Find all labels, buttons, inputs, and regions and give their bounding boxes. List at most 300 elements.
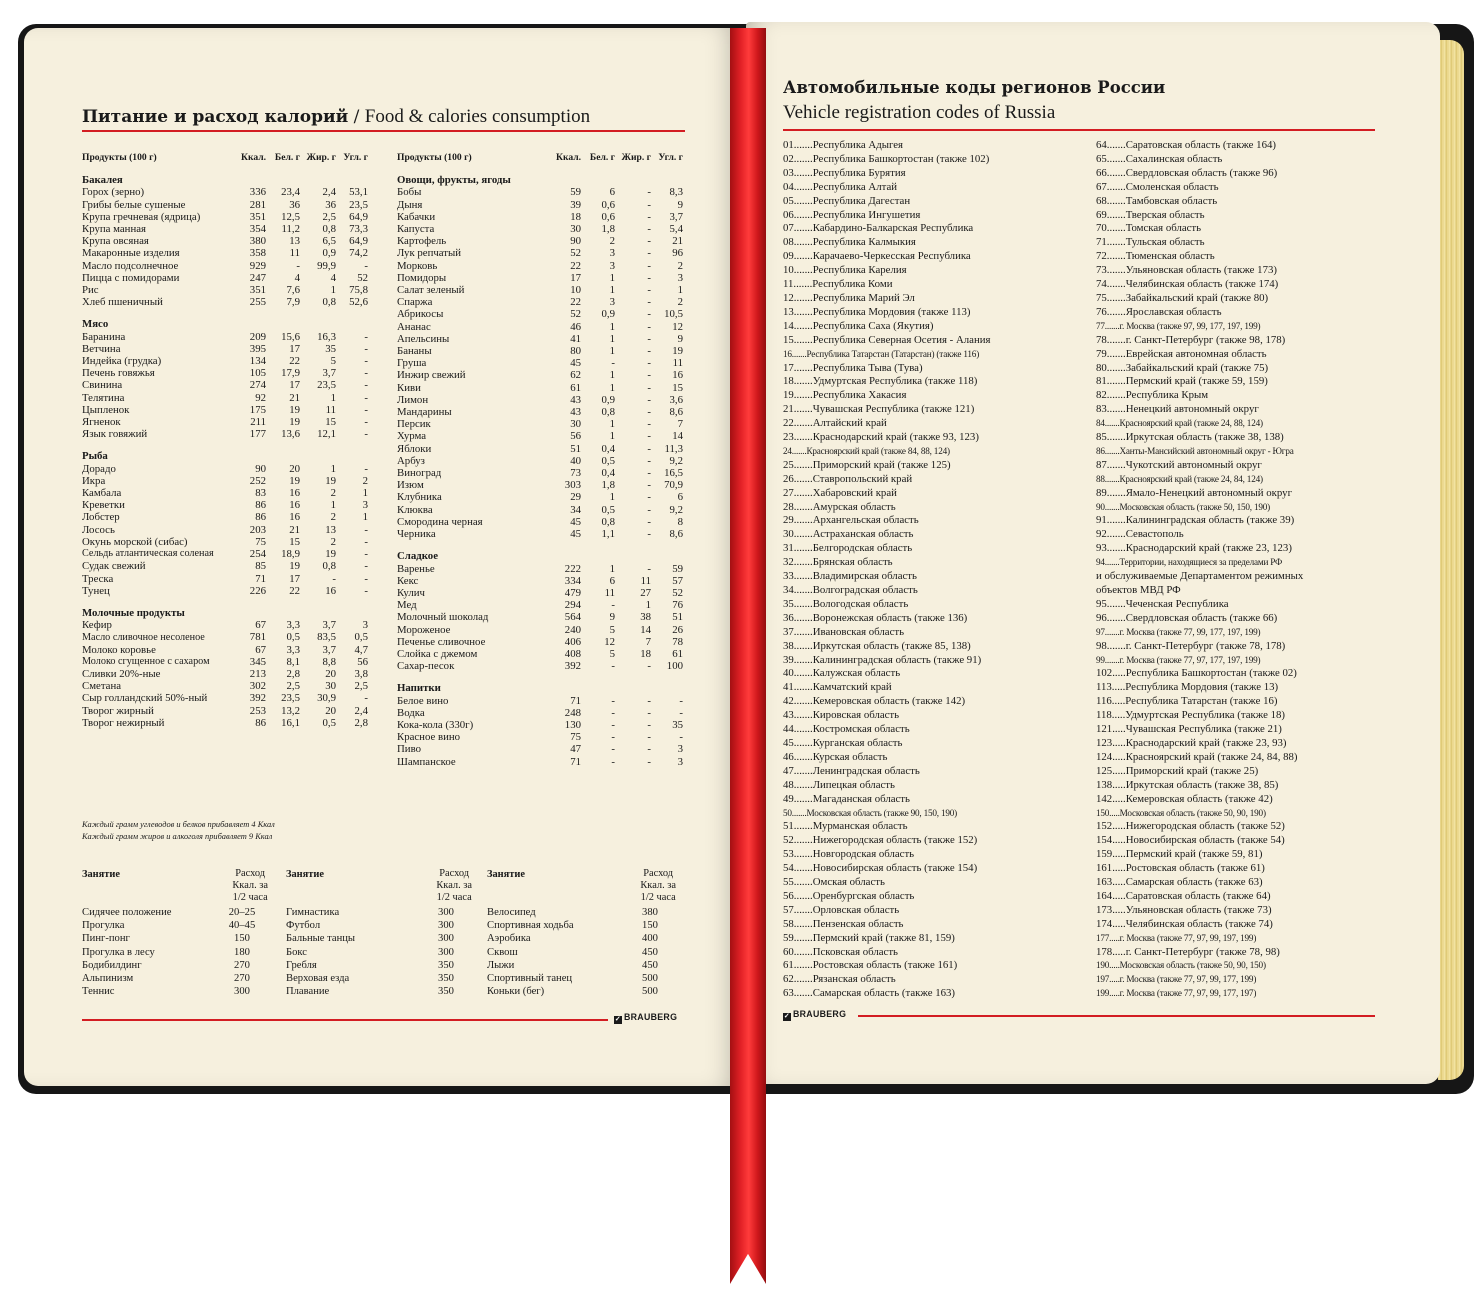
activity-kcal: 350 bbox=[438, 959, 454, 971]
nutrition-value: 2 bbox=[330, 487, 336, 500]
nutrition-value: 8,3 bbox=[669, 186, 683, 199]
nutrition-value: 1 bbox=[677, 284, 683, 297]
nutrition-value: 11,2 bbox=[281, 223, 300, 236]
nutrition-value: - bbox=[364, 416, 368, 429]
nutrition-value: 345 bbox=[249, 655, 266, 668]
nutrition-value: 83 bbox=[255, 487, 266, 500]
nutrition-value: 392 bbox=[564, 660, 581, 673]
nutrition-value: 23,5 bbox=[349, 198, 368, 211]
region-code-item: 113.....Республика Мордовия (также 13) bbox=[1096, 681, 1279, 694]
nutrition-value: - bbox=[647, 271, 651, 284]
region-code-item: 01.......Республика Адыгея bbox=[783, 139, 903, 151]
nutrition-value: 0,4 bbox=[601, 467, 615, 480]
nutrition-value: 8,1 bbox=[286, 655, 300, 668]
nutrition-value: 19 bbox=[325, 474, 336, 487]
nutrition-value: 354 bbox=[249, 223, 266, 236]
product-name: Лобстер bbox=[82, 511, 120, 524]
region-code-item: 06.......Республика Ингушетия bbox=[783, 208, 921, 221]
right-footer-rule bbox=[858, 1015, 1375, 1017]
activity-kcal: 350 bbox=[438, 986, 454, 998]
region-code-item: 18.......Удмуртская Республика (также 118) bbox=[783, 375, 978, 388]
nutrition-value: 213 bbox=[249, 667, 266, 680]
nutrition-value: 1 bbox=[609, 271, 615, 284]
table-row bbox=[82, 475, 368, 487]
region-code-item: 71.......Тульская область bbox=[1096, 236, 1205, 249]
brand-logo-left bbox=[614, 1012, 677, 1024]
nutrition-value: 57 bbox=[672, 574, 683, 587]
region-code-item: 199.....г. Москва (также 77, 97, 99, 177, 197) bbox=[1096, 988, 1257, 999]
product-name: Арбуз bbox=[397, 454, 425, 467]
table-row bbox=[397, 587, 683, 599]
table-row bbox=[82, 656, 368, 668]
nutrition-value: 7 bbox=[677, 418, 683, 431]
nutrition-value: 73 bbox=[570, 467, 581, 480]
activity-name: Гимнастика bbox=[286, 907, 340, 918]
product-name: Клубника bbox=[397, 491, 442, 504]
activity-kcal: 500 bbox=[642, 986, 658, 998]
region-code-item: 98.......г. Санкт-Петербург (также 78, 178) bbox=[1096, 639, 1286, 652]
category-row bbox=[82, 597, 368, 619]
activity-name: Теннис bbox=[82, 986, 115, 998]
nutrition-value: 2 bbox=[677, 296, 683, 309]
nutrition-value: - bbox=[611, 694, 615, 707]
nutrition-value: 13 bbox=[325, 523, 336, 536]
activity-name: Прогулка bbox=[82, 920, 125, 932]
nutrition-value: 59 bbox=[570, 186, 581, 199]
product-name: Сливки 20%-ные bbox=[82, 667, 161, 680]
nutrition-value: 564 bbox=[564, 611, 581, 624]
activity-header-label: Занятие bbox=[286, 869, 324, 880]
nutrition-value: - bbox=[647, 320, 651, 333]
food-table-right bbox=[397, 152, 683, 768]
nutrition-value: 209 bbox=[249, 330, 266, 343]
table-row bbox=[82, 392, 368, 404]
nutrition-value: 392 bbox=[249, 692, 266, 705]
nutrition-value: - bbox=[364, 367, 368, 380]
nutrition-value: 16,1 bbox=[281, 716, 300, 729]
left-title-rule bbox=[82, 130, 685, 132]
nutrition-value: 1,8 bbox=[601, 479, 615, 492]
nutrition-value: 11 bbox=[640, 574, 651, 587]
region-code-item: 87.......Чукотский автономный округ bbox=[1096, 458, 1262, 471]
nutrition-value: 226 bbox=[249, 584, 266, 597]
activity-row bbox=[286, 932, 472, 945]
region-code-item: 38.......Иркутская область (также 85, 138) bbox=[783, 639, 971, 652]
region-code-item: 90.......Московская область (также 50, 150, 190) bbox=[1096, 501, 1270, 512]
table-row bbox=[397, 648, 683, 660]
nutrition-value: 1 bbox=[609, 284, 615, 297]
region-code-item: 89.......Ямало-Ненецкий автономный округ bbox=[1096, 486, 1292, 499]
table-row bbox=[397, 719, 683, 731]
product-name: Тунец bbox=[82, 584, 110, 597]
nutrition-value: - bbox=[332, 572, 336, 585]
nutrition-value: - bbox=[611, 660, 615, 673]
nutrition-value: 336 bbox=[249, 186, 266, 199]
product-name: Смородина черная bbox=[397, 515, 483, 528]
product-name: Помидоры bbox=[397, 271, 447, 284]
nutrition-value: 11 bbox=[604, 586, 615, 599]
nutrition-value: 18,9 bbox=[281, 548, 300, 561]
nutrition-value: 12 bbox=[604, 635, 615, 648]
nutrition-value: 248 bbox=[564, 706, 581, 719]
nutrition-value: 5 bbox=[330, 355, 336, 368]
right-page-title-en: Vehicle registration codes of Russia bbox=[783, 102, 1056, 123]
region-code-item: 161.....Ростовская область (также 61) bbox=[1096, 862, 1265, 875]
nutrition-value: 9,2 bbox=[669, 503, 683, 516]
category-row bbox=[397, 540, 683, 562]
nutrition-value: - bbox=[647, 528, 651, 541]
nutrition-value: 85 bbox=[255, 560, 266, 573]
nutrition-value: 2 bbox=[677, 259, 683, 272]
product-name: Яблоки bbox=[397, 442, 432, 455]
category-row bbox=[397, 174, 683, 186]
nutrition-value: 40 bbox=[570, 454, 581, 467]
nutrition-value: 67 bbox=[255, 643, 266, 656]
nutrition-value: 61 bbox=[570, 381, 581, 394]
activity-kcal: 150 bbox=[642, 920, 658, 932]
nutrition-value: 21 bbox=[289, 391, 300, 404]
nutrition-value: 99,9 bbox=[317, 259, 336, 272]
category-row bbox=[82, 174, 368, 186]
nutrition-value: 73,3 bbox=[349, 223, 368, 236]
bookmark-ribbon[interactable] bbox=[730, 28, 766, 1284]
nutrition-value: 17,9 bbox=[281, 367, 300, 380]
nutrition-value: 19 bbox=[289, 403, 300, 416]
nutrition-value: 59 bbox=[672, 562, 683, 575]
product-name: Мороженое bbox=[397, 623, 451, 636]
table-row bbox=[397, 199, 683, 211]
product-name: Черника bbox=[397, 528, 436, 541]
region-code-item: 66.......Свердловская область (также 96) bbox=[1096, 166, 1278, 179]
product-name: Сыр голландский 50%-ный bbox=[82, 692, 208, 705]
table-row bbox=[397, 430, 683, 442]
nutrition-value: 2,8 bbox=[354, 716, 368, 729]
activity-name: Футбол bbox=[286, 920, 321, 932]
region-code-item: 69.......Тверская область bbox=[1096, 208, 1205, 221]
product-name: Груша bbox=[397, 357, 427, 370]
nutrition-value: 395 bbox=[249, 342, 266, 355]
nutrition-value: 3,7 bbox=[322, 367, 336, 380]
nutrition-value: 2,5 bbox=[286, 680, 300, 693]
table-row bbox=[397, 186, 683, 198]
product-name: Дорадо bbox=[82, 462, 116, 475]
region-code-item: 85.......Иркутская область (также 38, 138) bbox=[1096, 431, 1284, 444]
table-row bbox=[397, 369, 683, 381]
region-code-item: 41.......Камчатский край bbox=[783, 681, 892, 694]
table-row bbox=[397, 345, 683, 357]
product-name: Бананы bbox=[397, 345, 432, 358]
product-name: Киви bbox=[397, 381, 421, 394]
table-row bbox=[82, 247, 368, 259]
activity-name: Аэробика bbox=[487, 933, 531, 945]
table-row bbox=[82, 619, 368, 631]
nutrition-value: 35 bbox=[672, 718, 683, 731]
nutrition-value: - bbox=[296, 259, 300, 272]
nutrition-value: 26 bbox=[672, 623, 683, 636]
nutrition-value: 13,6 bbox=[281, 428, 300, 441]
product-name: Телятина bbox=[82, 391, 125, 404]
region-code-item: 03.......Республика Бурятия bbox=[783, 166, 906, 179]
nutrition-value: 12,5 bbox=[281, 210, 300, 223]
region-code-item: 154.....Новосибирская область (также 54) bbox=[1096, 834, 1285, 847]
activity-name: Гребля bbox=[286, 959, 317, 971]
nutrition-value: 16 bbox=[672, 369, 683, 382]
activity-row bbox=[82, 985, 268, 998]
nutrition-value: 76 bbox=[672, 599, 683, 612]
region-code-item: 55.......Омская область bbox=[783, 876, 885, 889]
product-name: Кулич bbox=[397, 586, 425, 599]
product-name: Клюква bbox=[397, 503, 433, 516]
nutrition-value: 3,7 bbox=[322, 643, 336, 656]
nutrition-value: 30,9 bbox=[317, 692, 336, 705]
activity-name: Коньки (бег) bbox=[487, 986, 545, 998]
activity-kcal: 450 bbox=[642, 946, 658, 958]
product-name: Лук репчатый bbox=[397, 247, 462, 260]
right-title-rule bbox=[783, 129, 1375, 131]
nutrition-value: 6 bbox=[609, 186, 615, 199]
nutrition-value: 351 bbox=[249, 210, 266, 223]
nutrition-value: 75 bbox=[255, 535, 266, 548]
nutrition-value: 71 bbox=[570, 694, 581, 707]
check-icon: ✓ bbox=[614, 1016, 622, 1023]
region-code-item: 45.......Курганская область bbox=[783, 736, 903, 749]
nutrition-value: 5 bbox=[609, 623, 615, 636]
activity-row bbox=[487, 906, 676, 919]
activity-name: Лыжи bbox=[487, 959, 515, 971]
nutrition-value: - bbox=[647, 223, 651, 236]
region-code-item: 116.....Республика Татарстан (также 16) bbox=[1096, 695, 1278, 708]
region-code-item: 16.......Республика Татарстан (Татарстан) (также 116) bbox=[783, 348, 980, 359]
nutrition-value: - bbox=[647, 491, 651, 504]
nutrition-value: 16 bbox=[289, 487, 300, 500]
product-name: Абрикосы bbox=[397, 308, 444, 321]
region-code-item: 32.......Брянская область bbox=[783, 556, 893, 569]
region-code-item: 36.......Воронежская область (также 136) bbox=[783, 611, 968, 624]
rate-header-line: Расход bbox=[643, 868, 674, 879]
activity-kcal: 180 bbox=[234, 946, 250, 958]
nutrition-value: 6 bbox=[609, 574, 615, 587]
region-code-item: 61.......Ростовская область (также 161) bbox=[783, 959, 958, 972]
nutrition-value: 1 bbox=[609, 381, 615, 394]
nutrition-value: 3 bbox=[677, 755, 683, 768]
region-code-item: 91.......Калининградская область (также 39) bbox=[1096, 514, 1295, 527]
region-code-item: 62.......Рязанская область bbox=[783, 973, 896, 986]
nutrition-value: 1 bbox=[609, 418, 615, 431]
nutrition-value: 203 bbox=[249, 523, 266, 536]
nutrition-value: 30 bbox=[570, 223, 581, 236]
region-code-item: 11.......Республика Коми bbox=[783, 278, 893, 291]
table-row bbox=[82, 692, 368, 704]
nutrition-value: - bbox=[647, 418, 651, 431]
nutrition-value: 17 bbox=[289, 342, 300, 355]
nutrition-value: 15,6 bbox=[281, 330, 300, 343]
nutrition-value: 334 bbox=[564, 574, 581, 587]
nutrition-value: - bbox=[647, 694, 651, 707]
nutrition-value: 19 bbox=[325, 548, 336, 561]
product-name: Креветки bbox=[82, 499, 125, 512]
nutrition-value: 35 bbox=[325, 342, 336, 355]
table-row bbox=[397, 636, 683, 648]
nutrition-value: 67 bbox=[255, 619, 266, 632]
table-row bbox=[397, 235, 683, 247]
activity-kcal: 500 bbox=[642, 973, 658, 985]
activity-kcal: 300 bbox=[438, 946, 454, 958]
activity-kcal: 380 bbox=[642, 907, 658, 918]
activity-name: Бальные танцы bbox=[286, 933, 356, 945]
region-code-item: 88.......Красноярский край (также 24, 84, 124) bbox=[1096, 473, 1263, 484]
table-row bbox=[397, 516, 683, 528]
product-name: Картофель bbox=[397, 235, 447, 248]
nutrition-value: 18 bbox=[570, 210, 581, 223]
product-name: Камбала bbox=[82, 487, 122, 500]
nutrition-value: 62 bbox=[570, 369, 581, 382]
region-code-item: 58.......Пензенская область bbox=[783, 917, 904, 930]
product-name: Изюм bbox=[397, 479, 424, 492]
region-code-item: 07.......Кабардино-Балкарская Республика bbox=[783, 222, 974, 235]
header-fat: Жир. г bbox=[621, 152, 651, 163]
nutrition-value: 7,6 bbox=[286, 284, 300, 297]
region-code-item: 21.......Чувашская Республика (также 121) bbox=[783, 403, 975, 416]
table-row bbox=[82, 499, 368, 511]
region-code-item: 15.......Республика Северная Осетия - Алания bbox=[783, 333, 991, 346]
nutrition-value: - bbox=[647, 198, 651, 211]
region-code-item: 83.......Ненецкий автономный округ bbox=[1096, 403, 1259, 416]
title-en: Food & calories consumption bbox=[364, 106, 591, 127]
nutrition-value: 52 bbox=[672, 586, 683, 599]
nutrition-value: 0,8 bbox=[322, 296, 336, 309]
nutrition-value: 11 bbox=[672, 357, 683, 370]
nutrition-value: 0,6 bbox=[601, 198, 615, 211]
nutrition-value: 0,5 bbox=[322, 716, 336, 729]
region-code-item: 26.......Ставропольский край bbox=[783, 472, 913, 485]
nutrition-value: 5 bbox=[609, 647, 615, 660]
nutrition-value: 2,5 bbox=[354, 680, 368, 693]
activity-row bbox=[82, 972, 268, 985]
activity-row bbox=[82, 932, 268, 945]
activity-kcal: 300 bbox=[438, 933, 454, 945]
nutrition-value: 80 bbox=[570, 345, 581, 358]
nutrition-value: - bbox=[647, 718, 651, 731]
region-code-item: 50.......Московская область (также 90, 150, 190) bbox=[783, 807, 957, 818]
product-name: Мандарины bbox=[397, 406, 452, 419]
nutrition-value: 1,1 bbox=[601, 528, 615, 541]
product-name: Кефир bbox=[82, 619, 112, 632]
product-name: Печенье сливочное bbox=[397, 635, 486, 648]
region-code-item: 78.......г. Санкт-Петербург (также 98, 178) bbox=[1096, 333, 1286, 346]
right-page-title-ru: Автомобильные коды регионов России bbox=[783, 78, 1166, 97]
product-name: Водка bbox=[397, 706, 425, 719]
table-row bbox=[82, 272, 368, 284]
activity-row bbox=[487, 932, 676, 945]
nutrition-value: 1 bbox=[362, 487, 368, 500]
nutrition-value: 1 bbox=[609, 320, 615, 333]
table-row bbox=[397, 260, 683, 272]
product-name: Морковь bbox=[397, 259, 438, 272]
nutrition-value: 302 bbox=[249, 680, 266, 693]
product-name: Рис bbox=[82, 284, 99, 297]
product-name: Индейка (грудка) bbox=[82, 355, 162, 368]
nutrition-value: - bbox=[611, 357, 615, 370]
region-code-item: 96.......Свердловская область (также 66) bbox=[1096, 611, 1278, 624]
nutrition-value: 1 bbox=[330, 499, 336, 512]
product-name: Молоко коровье bbox=[82, 643, 156, 656]
nutrition-value: 19 bbox=[289, 416, 300, 429]
region-code-item: 22.......Алтайский край bbox=[783, 417, 887, 430]
product-name: Слойка с джемом bbox=[397, 647, 478, 660]
nutrition-value: 14 bbox=[640, 623, 651, 636]
nutrition-value: - bbox=[364, 535, 368, 548]
nutrition-value: 19 bbox=[289, 560, 300, 573]
nutrition-value: 294 bbox=[564, 599, 581, 612]
nutrition-value: 21 bbox=[289, 523, 300, 536]
nutrition-value: 23,4 bbox=[281, 186, 300, 199]
nutrition-value: 358 bbox=[249, 247, 266, 260]
table-row bbox=[397, 296, 683, 308]
activity-rate-header bbox=[232, 868, 268, 904]
nutrition-value: 0,5 bbox=[601, 503, 615, 516]
region-code-item: 24.......Красноярский край (также 84, 88, 124) bbox=[783, 445, 950, 456]
table-row bbox=[397, 491, 683, 503]
nutrition-value: 7,9 bbox=[286, 296, 300, 309]
region-code-item: 43.......Кировская область bbox=[783, 709, 900, 722]
food-table-header bbox=[82, 152, 368, 164]
activity-row bbox=[286, 985, 472, 998]
nutrition-value: 2,5 bbox=[322, 210, 336, 223]
activity-header-label: Занятие bbox=[82, 869, 120, 880]
nutrition-value: 130 bbox=[564, 718, 581, 731]
region-code-item: 124.....Красноярский край (также 24, 84, 88) bbox=[1096, 750, 1298, 763]
activity-table-1 bbox=[82, 864, 268, 998]
nutrition-value: 11 bbox=[289, 247, 300, 260]
nutrition-value: 3,8 bbox=[354, 667, 368, 680]
region-code-item: 159.....Пермский край (также 59, 81) bbox=[1096, 848, 1263, 861]
product-name: Салат зеленый bbox=[397, 284, 465, 297]
header-kcal: Ккал. bbox=[555, 152, 581, 163]
table-row bbox=[397, 418, 683, 430]
nutrition-value: 43 bbox=[570, 393, 581, 406]
note-line: Каждый грамм жиров и алкоголя прибавляет 9 Ккал bbox=[82, 832, 273, 841]
activity-row bbox=[82, 959, 268, 972]
region-code-item: 46.......Курская область bbox=[783, 750, 888, 763]
region-code-item: 190.....Московская область (также 50, 90, 150) bbox=[1096, 960, 1266, 971]
category-row bbox=[82, 440, 368, 462]
product-name: Ягненок bbox=[82, 416, 121, 429]
product-name: Сахар-песок bbox=[397, 660, 455, 673]
nutrition-value: 1 bbox=[645, 599, 651, 612]
product-name: Белое вино bbox=[397, 694, 449, 707]
nutrition-value: - bbox=[364, 523, 368, 536]
brand-text: BRAUBERG bbox=[624, 1012, 678, 1022]
nutrition-value: - bbox=[364, 391, 368, 404]
table-row bbox=[82, 211, 368, 223]
nutrition-value: 41 bbox=[570, 332, 581, 345]
nutrition-value: 30 bbox=[570, 418, 581, 431]
nutrition-value: 52 bbox=[570, 247, 581, 260]
nutrition-value: 47 bbox=[570, 743, 581, 756]
nutrition-value: - bbox=[647, 210, 651, 223]
table-row bbox=[82, 428, 368, 440]
nutrition-value: 2 bbox=[330, 535, 336, 548]
product-name: Капуста bbox=[397, 223, 435, 236]
nutrition-value: - bbox=[647, 743, 651, 756]
region-code-item: 19.......Республика Хакасия bbox=[783, 389, 907, 402]
header-product: Продукты (100 г) bbox=[82, 152, 157, 163]
product-name: Молоко сгущенное с сахаром bbox=[82, 656, 210, 668]
table-row bbox=[397, 660, 683, 672]
rate-header-line: 1/2 часа bbox=[640, 892, 676, 903]
nutrition-value: 0,9 bbox=[322, 247, 336, 260]
product-name: Ветчина bbox=[82, 342, 121, 355]
